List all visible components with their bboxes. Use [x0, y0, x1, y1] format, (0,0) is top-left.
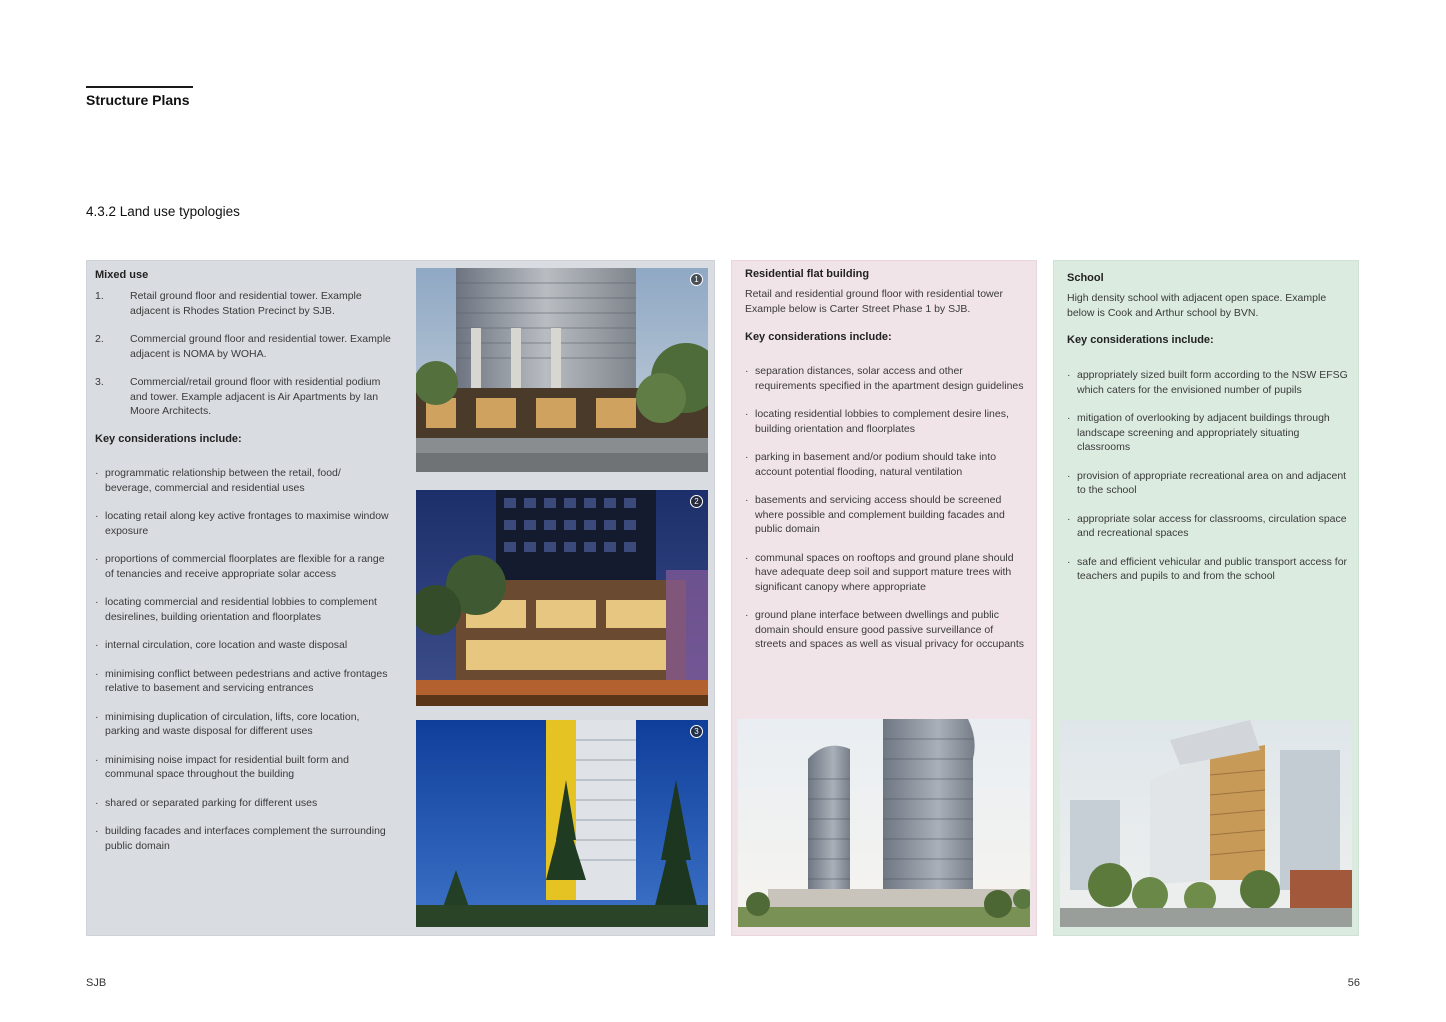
photo-cook-and-arthur-school	[1060, 720, 1352, 927]
consideration-item: · provision of appropriate recreational area on and adjacent to the school	[1067, 469, 1352, 498]
residential-description: Retail and residential ground floor with residential tower Example below is Carter Street Phase 1 by SJB.	[745, 288, 1003, 315]
example-item: 2. Commercial ground floor and residential tower. Example adjacent is NOMA by WOHA.	[95, 333, 391, 360]
consideration-item: · internal circulation, core location and waste disposal	[95, 638, 390, 653]
footer-page-number: 56	[1347, 977, 1360, 989]
residential-considerations	[745, 364, 1025, 666]
photo-carter-street-phase-1	[738, 719, 1030, 927]
consideration-item: · parking in basement and/or podium should take into account potential flooding, natural ventilation	[745, 450, 1025, 479]
example-item: 1. Retail ground floor and residential tower. Example adjacent is Rhodes Station Precinct by SJB.	[95, 290, 362, 317]
mixed-use-considerations	[95, 466, 390, 867]
header-rule	[86, 86, 193, 88]
consideration-item: · mitigation of overlooking by adjacent buildings through landscape screening and appropriately situating classrooms	[1067, 411, 1352, 455]
residential-title: Residential flat building	[745, 268, 870, 280]
footer-company: SJB	[86, 977, 107, 989]
consideration-item: · basements and servicing access should be screened where possible and complement building facades and public domain	[745, 493, 1025, 537]
consideration-item: · locating retail along key active frontages to maximise window exposure	[95, 509, 390, 538]
photo-noma-by-woha	[416, 490, 708, 706]
consideration-item: · locating residential lobbies to complement desire lines, building orientation and floorplates	[745, 407, 1025, 436]
mixed-use-title: Mixed use	[95, 269, 149, 281]
school-key-heading: Key considerations include:	[1067, 334, 1214, 346]
consideration-item: · locating commercial and residential lobbies to complement desirelines, building orientation and floorplates	[95, 595, 390, 624]
consideration-item: · programmatic relationship between the retail, food/ beverage, commercial and residential uses	[95, 466, 390, 495]
mixed-use-key-heading: Key considerations include:	[95, 433, 242, 445]
mixed-use-examples-list	[95, 289, 395, 433]
consideration-item: · proportions of commercial floorplates are flexible for a range of tenancies and receive appropriate solar access	[95, 552, 390, 581]
school-title: School	[1067, 272, 1104, 284]
photo-number-badge: 3	[690, 725, 703, 738]
consideration-item: · minimising duplication of circulation, lifts, core location, parking and waste disposal for different uses	[95, 710, 390, 739]
school-panel	[1053, 260, 1359, 936]
page-header-title: Structure Plans	[86, 92, 190, 108]
consideration-item: · ground plane interface between dwellings and public domain should ensure good passive surveillance of streets and spaces as well as visual privacy for occupants	[745, 608, 1025, 652]
consideration-item: · minimising noise impact for residential built form and communal space throughout the building	[95, 753, 390, 782]
school-considerations	[1067, 368, 1352, 598]
consideration-item: · communal spaces on rooftops and ground plane should have adequate deep soil and support mature trees with significant canopy where appropriate	[745, 551, 1025, 595]
photo-number-badge: 2	[690, 495, 703, 508]
residential-key-heading: Key considerations include:	[745, 331, 892, 343]
residential-flat-building-panel	[731, 260, 1037, 936]
consideration-item: · minimising conflict between pedestrians and active frontages relative to basement and servicing entrances	[95, 667, 390, 696]
consideration-item: · appropriately sized built form according to the NSW EFSG which caters for the envisioned number of pupils	[1067, 368, 1352, 397]
consideration-item: · shared or separated parking for different uses	[95, 796, 390, 811]
mixed-use-panel	[86, 260, 715, 936]
consideration-item: · building facades and interfaces complement the surrounding public domain	[95, 824, 390, 853]
consideration-item: · separation distances, solar access and other requirements specified in the apartment design guidelines	[745, 364, 1025, 393]
photo-rhodes-station-precinct	[416, 268, 708, 472]
example-item: 3. Commercial/retail ground floor with residential podium and tower. Example adjacent is Air Apartments by Ian Moore Architects.	[95, 376, 381, 417]
consideration-item: · safe and efficient vehicular and public transport access for teachers and pupils to and from the school	[1067, 555, 1352, 584]
consideration-item: · appropriate solar access for classrooms, circulation space and recreational spaces	[1067, 512, 1352, 541]
photo-air-apartments	[416, 720, 708, 927]
school-description: High density school with adjacent open space. Example below is Cook and Arthur school by BVN.	[1067, 292, 1327, 319]
section-title: 4.3.2 Land use typologies	[86, 204, 240, 219]
photo-number-badge: 1	[690, 273, 703, 286]
